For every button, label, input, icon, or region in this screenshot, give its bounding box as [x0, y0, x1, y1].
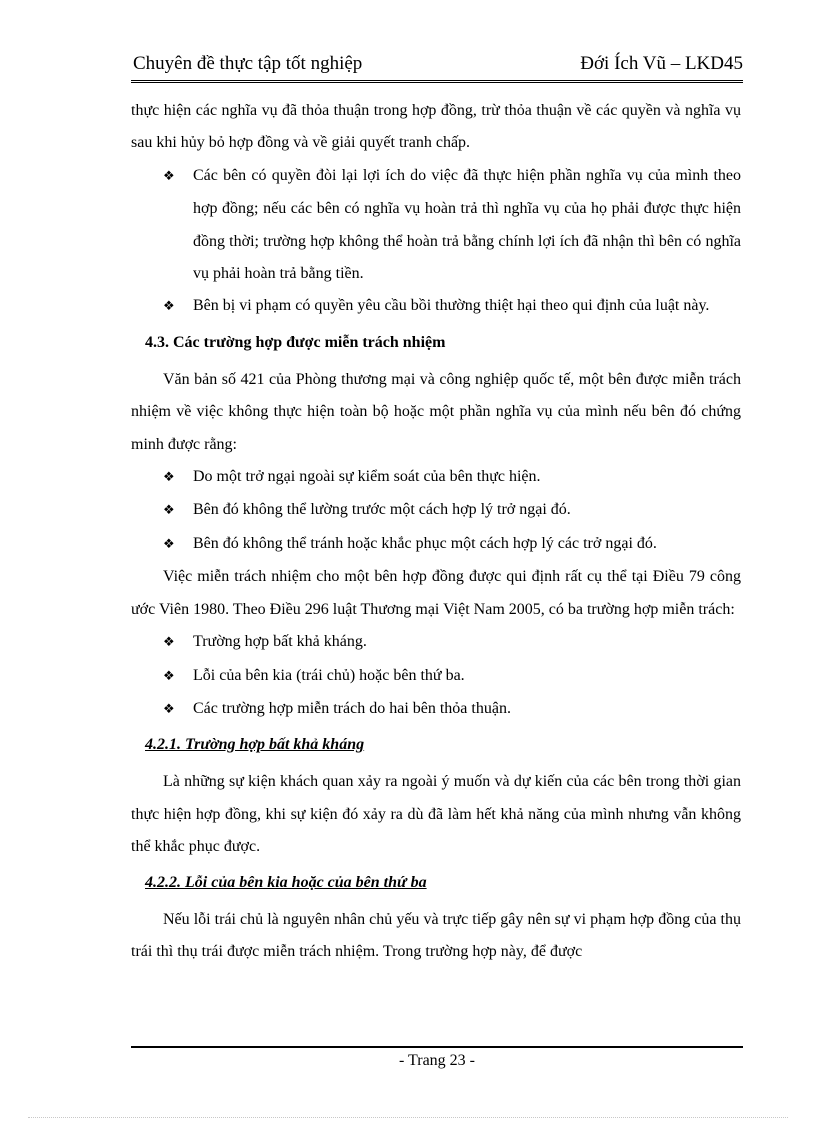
bullet-text: Bên đó không thể lường trước một cách hợp lý trở ngại đó.	[193, 501, 571, 519]
bullet-text: Do một trở ngại ngoài sự kiểm soát của bên thực hiện.	[193, 468, 541, 486]
diamond-bullet-icon: ❖	[163, 299, 175, 315]
subsection-heading: 4.2.1. Trường hợp bất khả kháng	[145, 736, 365, 754]
bullet-item	[131, 528, 741, 561]
bullet-text: Các trường hợp miễn trách do hai bên thỏa thuận.	[193, 699, 511, 717]
footer-divider	[131, 1046, 743, 1048]
diamond-bullet-icon: ❖	[163, 701, 175, 717]
page-edge-divider	[28, 1117, 788, 1118]
bullet-text: Bên bị vi phạm có quyền yêu cầu bồi thường thiệt hại theo qui định của luật này.	[193, 297, 710, 315]
paragraph-continuation: thực hiện các nghĩa vụ đã thỏa thuận trong hợp đồng, trừ thỏa thuận về các quyền và nghĩa vụ sau khi hủy bỏ hợp đồng và về giải quyết tranh chấp.	[131, 102, 741, 152]
bullet-item	[131, 693, 741, 726]
bullet-item	[131, 494, 741, 527]
bullet-item	[131, 461, 741, 494]
header-author: Đới Ích Vũ – LKD45	[580, 53, 743, 74]
page-content	[131, 95, 741, 968]
page-header	[131, 50, 743, 83]
bullet-item	[131, 160, 741, 291]
paragraph: Là những sự kiện khách quan xảy ra ngoài ý muốn và dự kiến của các bên trong thời gian thực hiện hợp đồng, khi sự kiện đó xảy ra dù đã làm hết khả năng của mình nhưng vẫn không thể khắc phục được.	[131, 773, 741, 856]
diamond-bullet-icon: ❖	[163, 503, 175, 519]
diamond-bullet-icon: ❖	[163, 668, 175, 684]
bullet-text: Trường hợp bất khả kháng.	[193, 633, 367, 651]
bullet-text: Bên đó không thể tránh hoặc khắc phục một cách hợp lý các trở ngại đó.	[193, 534, 657, 552]
paragraph: Nếu lỗi trái chủ là nguyên nhân chủ yếu và trực tiếp gây nên sự vi phạm hợp đồng của thụ trái thì thụ trái được miễn trách nhiệm. Trong trường hợp này, để được	[131, 910, 741, 960]
page-number: - Trang 23 -	[398, 1052, 475, 1069]
diamond-bullet-icon: ❖	[163, 470, 175, 486]
diamond-bullet-icon: ❖	[163, 635, 175, 651]
paragraph: Việc miễn trách nhiệm cho một bên hợp đồng được qui định rất cụ thể tại Điều 79 công ước Viên 1980. Theo Điều 296 luật Thương mại Việt Nam 2005, có ba trường hợp miễn trách:	[131, 568, 741, 618]
paragraph: Văn bản số 421 của Phòng thương mại và công nghiệp quốc tế, một bên được miễn trách nhiệm về việc không thực hiện toàn bộ hoặc một phần nghĩa vụ của mình nếu bên đó chứng minh được rằng:	[131, 370, 741, 453]
subsection-heading: 4.2.2. Lỗi của bên kia hoặc của bên thứ ba	[145, 873, 427, 891]
section-heading: 4.3. Các trường hợp được miễn trách nhiệm	[145, 333, 446, 351]
diamond-bullet-icon: ❖	[163, 536, 175, 552]
bullet-item	[131, 626, 741, 659]
bullet-item	[131, 290, 741, 323]
header-title: Chuyên đề thực tập tốt nghiệp	[133, 53, 363, 74]
diamond-bullet-icon: ❖	[163, 168, 175, 184]
bullet-text: Lỗi của bên kia (trái chủ) hoặc bên thứ ba.	[193, 666, 465, 684]
bullet-text: Các bên có quyền đòi lại lợi ích do việc đã thực hiện phần nghĩa vụ của mình theo hợp đồng; nếu các bên có nghĩa vụ hoàn trả thì nghĩa vụ của họ phải được thực hiện đồng thời; trường hợp không thể hoàn trả bằng chính lợi ích đã nhận thì bên có nghĩa vụ phải hoàn trả bằng tiền.	[193, 166, 741, 283]
bullet-item	[131, 660, 741, 693]
